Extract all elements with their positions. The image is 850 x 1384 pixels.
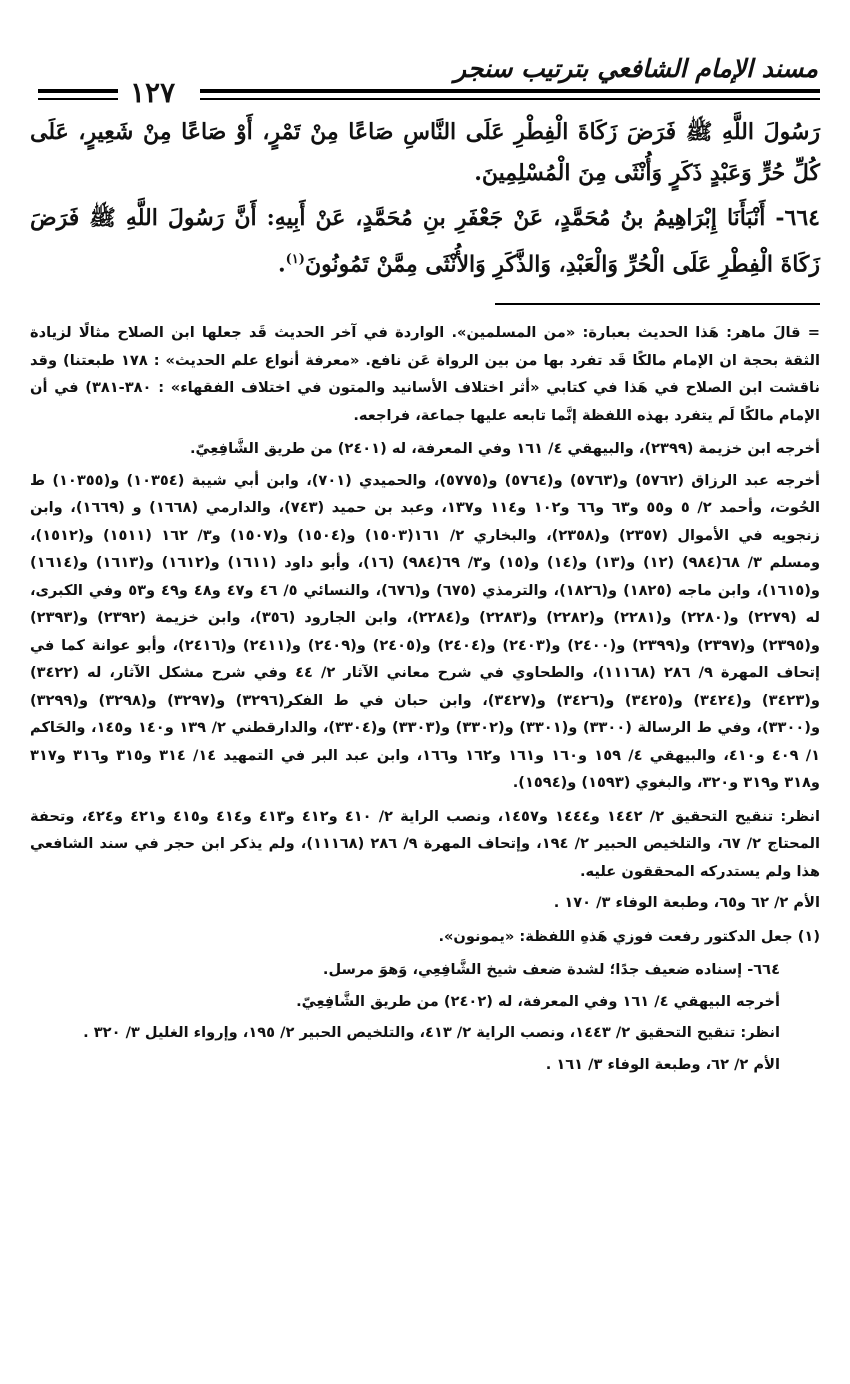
note-takhrij-list: أخرجه عبد الرزاق (٥٧٦٢) و(٥٧٦٣) و(٥٧٦٤) و(٥٧٧٥)، والحميدي (٧٠١)، وابن أبي شيبة (١٠٣٥٤) و(١٠٣٥٥) ط الحُوت، وأحمد ٢/ ٥ و٥٥ و٦٣ و٦٦ و١٠٢ و١١٤ و١٣٧، وعبد بن حميد (٧٤٣)، والدارمي (١٦٦٨) و (١٦٦٩)، وابن زنجويه في الأموال (٢٣٥٧) و(٢٣٥٨)، والبخاري ٢/ ١٦١(١٥٠٣) و(١٥٠٤) و(١٥٠٧) و٣/ ١٦٢ (١٥١١) و(١٥١٢)، ومسلم ٣/ ٦٨(٩٨٤) (١٢) و(١٣) و(١٤) و(١٥) و٣/ ٦٩(٩٨٤) (١٦)، وأبو داود (١٦١١) و(١٦١٢) و(١٦١٣) و(١٦١٤) و(١٦١٥)، وابن ماجه (١٨٢٥) و(١٨٢٦)، والترمذي (٦٧٥) و(٦٧٦)، والنسائي ٥/ ٤٦ و٤٧ و٤٨ و٤٩ و٥٣ وفي الكبرى، له (٢٢٧٩) و(٢٢٨٠) و(٢٢٨١) و(٢٢٨٢) و(٢٢٨٣) و(٢٢٨٤)، وابن الجارود (٣٥٦)، وابن خزيمة (٢٣٩٢) و(٢٣٩٣) و(٢٣٩٥) و(٢٣٩٧) و(٢٣٩٩) و(٢٤٠٠) و(٢٤٠٣) و(٢٤٠٤) و(٢٤٠٥) و(٢٤٠٩) و(٢٤١١) و(٢٤١٦)، وأبو عوانة كما في إتحاف المهرة ٩/ ٢٨٦ (١١١٦٨)، والطحاوي في شرح معاني الآثار ٢/ ٤٤ وفي شرح مشكل الآثار، له (٣٤٢٢) و(٣٤٢٣) و(٣٤٢٤) و(٣٤٢٥) و(٣٤٢٦) و(٣٤٢٧)، وابن حبان في ط الفكر(٣٢٩٦) و(٣٢٩٧) و(٣٢٩٨) و(٣٢٩٩) و(٣٣٠٠)، وفي ط الرسالة (٣٣٠٠) و(٣٣٠١) و(٣٣٠٢) و(٣٣٠٣) و(٣٣٠٤)، والدارقطني ٢/ ١٣٩ و١٤٠ و١٤٥، والحَاكم ١/ ٤٠٩ و٤١٠، والبيهقي ٤/ ١٥٩ و١٦٠ و١٦١ و١٦٢ و١٦٦، وابن عبد البر في التمهيد ١٤/ ٣١٤ و٣١٥ و٣١٦ و٣١٧ و٣١٨ و٣١٩ و٣٢٠، والبغوي (١٥٩٣) و(١٥٩٤). xyxy=(30,471,821,792)
hadith-664-text: ٦٦٤- أَنْبَأَنَا إِبْرَاهِيمُ بنُ مُحَمَّدٍ، عَنْ جَعْفَرِ بنِ مُحَمَّدٍ، عَنْ أَبِيهِ: أَنَّ رَسُولَ اللَّهِ ﷺ فَرَضَ زَكَاةَ الْفِطْرِ عَلَى الْحُرِّ وَالْعَبْدِ، وَالذَّكَرِ وَالأُنْثَى مِمَّنْ تَمُونُونَ xyxy=(30,205,820,278)
note-continued-maher: = قالَ ماهر: هَذا الحديث بعبارة: «من المسلمين». الواردة في آخر الحديث قَد جعلها ابن الصلاح مثالًا لزيادة الثقة بحجة ان الإمام مالكًا قَد تفرد بها من بين الرواة عَن نافع. «معرفة أنواع علم الحديث» : ١٧٨ طبعتنا) وقد ناقشت ابن الصلاح في هَذا في كتابي «أثر اختلاف الأسانيد والمتون في اختلاف الفقهاء» : ٣٨٠-٣٨١) في أن الإمام مالكًا لَم يتفرد بهذه اللفظة إنَّما تابعه عليها جماعة، فراجعه. xyxy=(30,324,820,424)
hadith-paragraph-continued: رَسُولَ اللَّهِ ﷺ فَرَضَ زَكَاةَ الْفِطْرِ عَلَى النَّاسِ صَاعًا مِنْ تَمْرٍ، أَوْ صَاعًا مِنْ شَعِيرٍ، عَلَى كُلِّ حُرٍّ وَعَبْدٍ ذَكَرٍ وَأُنْثَى مِنَ الْمُسْلِمِينَ. xyxy=(30,119,820,186)
page-number: ١٢٧ xyxy=(130,76,176,109)
footnote-marker: (١) xyxy=(285,252,305,267)
note-664-see-also: انظر: تنقيح التحقيق ٢/ ١٤٤٣، ونصب الراية ٢/ ٤١٣، والتلخيص الحبير ٢/ ١٩٥، وإرواء الغليل ٣/ ٣٢٠ . xyxy=(83,1024,780,1042)
footnotes xyxy=(30,319,820,1078)
note-umm-reference: الأم ٢/ ٦٢ و٦٥، وطبعة الوفاء ٣/ ١٧٠ . xyxy=(553,894,820,912)
note-takhrij-ibn-khuzaymah: أخرجه ابن خزيمة (٢٣٩٩)، والبيهقي ٤/ ١٦١ وفي المعرفة، له (٢٤٠١) من طريق الشَّافِعِيّ. xyxy=(189,440,820,458)
note-see-also: انظر: تنقيح التحقيق ٢/ ١٤٤٢ و١٤٤٤ و١٤٥٧، ونصب الراية ٢/ ٤١٠ و٤١٢ و٤١٣ و٤١٤ و٤١٥ و٤٢١ و٤٢٤، وتحفة المحتاج ٢/ ٦٧، والتلخيص الحبير ٢/ ١٩٤، وإتحاف المهرة ٩/ ٢٨٦ (١١١٦٨)، ولم يذكر ابن حجر في سند الشافعي هذا ولم يستدركه المحققون عليه. xyxy=(30,807,821,880)
header-rule-left-thick xyxy=(38,89,118,93)
hadith-664: ٦٦٤- أَنْبَأَنَا إِبْرَاهِيمُ بنُ مُحَمَّدٍ، عَنْ جَعْفَرِ بنِ مُحَمَّدٍ، عَنْ أَبِيهِ: أَنَّ رَسُولَ اللَّهِ ﷺ فَرَضَ زَكَاةَ الْفِطْرِ عَلَى الْحُرِّ وَالْعَبْدِ، وَالذَّكَرِ وَالأُنْثَى مِمَّنْ تَمُونُونَ$^{(١)}$. xyxy=(30,205,820,278)
note-664-isnad: ٦٦٤- إسناده ضعيف جدًا؛ لشدة ضعف شيخ الشَّافِعِي، وَهوَ مرسل. xyxy=(322,961,780,979)
footnote-divider xyxy=(495,303,820,305)
header-rule-right-thick xyxy=(200,89,820,93)
hadith-text xyxy=(30,112,820,285)
header-rule-right-thin xyxy=(200,98,820,100)
footnote-1: (١) جعل الدكتور رفعت فوزي هَذهِ اللفظة: «يمونون». xyxy=(438,927,820,945)
note-664-takhrij: أخرجه البيهقي ٤/ ١٦١ وفي المعرفة، له (٢٤٠٢) من طريق الشَّافِعِيّ. xyxy=(296,992,780,1010)
page-header xyxy=(30,0,820,112)
note-664-umm-reference: الأم ٢/ ٦٢، وطبعة الوفاء ٣/ ١٦١ . xyxy=(545,1055,780,1073)
header-rule-left-thin xyxy=(38,98,118,100)
running-title: مسند الإمام الشافعي بترتيب سنجر xyxy=(454,54,818,83)
